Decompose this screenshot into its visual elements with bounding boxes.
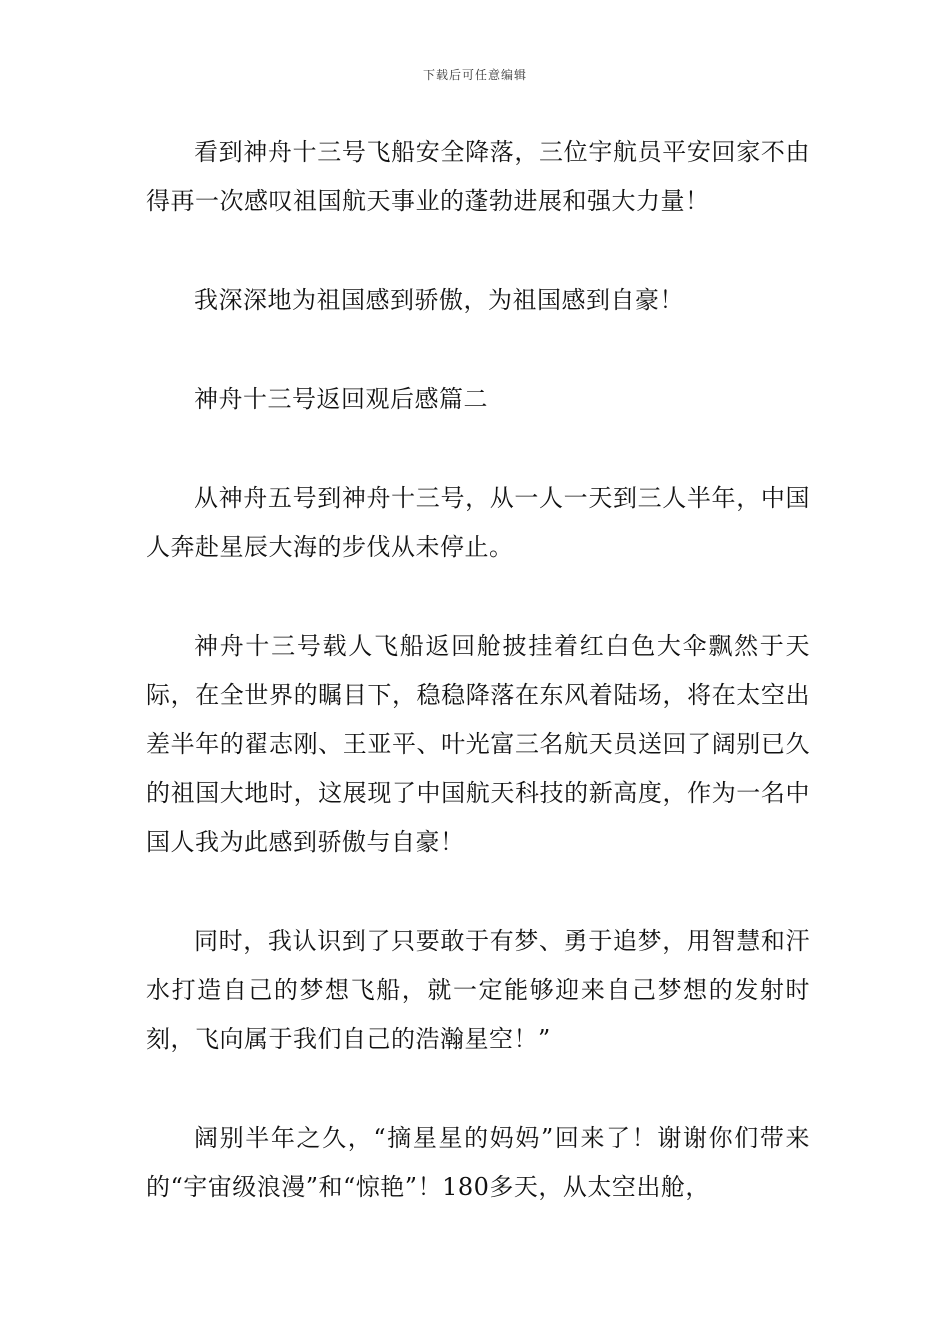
section-heading: 神舟十三号返回观后感篇二 [194, 385, 488, 413]
document-body [146, 128, 810, 1212]
paragraph-6: 阔别半年之久，“摘星星的妈妈”回来了！谢谢你们带来的“宇宙级浪漫”和“惊艳”！180多天，从太空出舱， [146, 1124, 810, 1201]
paragraph-4: 神舟十三号载人飞船返回舱披挂着红白色大伞飘然于天际，在全世界的瞩目下，稳稳降落在东风着陆场，将在太空出差半年的翟志刚、王亚平、叶光富三名航天员送回了阔别已久的祖国大地时，这展现了中国航天科技的新高度，作为一名中国人我为此感到骄傲与自豪！ [146, 632, 810, 856]
paragraph-2: 我深深地为祖国感到骄傲，为祖国感到自豪！ [194, 286, 684, 314]
paragraph-1: 看到神舟十三号飞船安全降落，三位宇航员平安回家不由得再一次感叹祖国航天事业的蓬勃进展和强大力量！ [146, 138, 810, 215]
paragraph-3: 从神舟五号到神舟十三号，从一人一天到三人半年，中国人奔赴星辰大海的步伐从未停止。 [146, 484, 810, 561]
page-header: 下载后可任意编辑 [422, 68, 527, 82]
paragraph-5: 同时，我认识到了只要敢于有梦、勇于追梦，用智慧和汗水打造自己的梦想飞船，就一定能够迎来自己梦想的发射时刻，飞向属于我们自己的浩瀚星空！” [146, 927, 810, 1053]
